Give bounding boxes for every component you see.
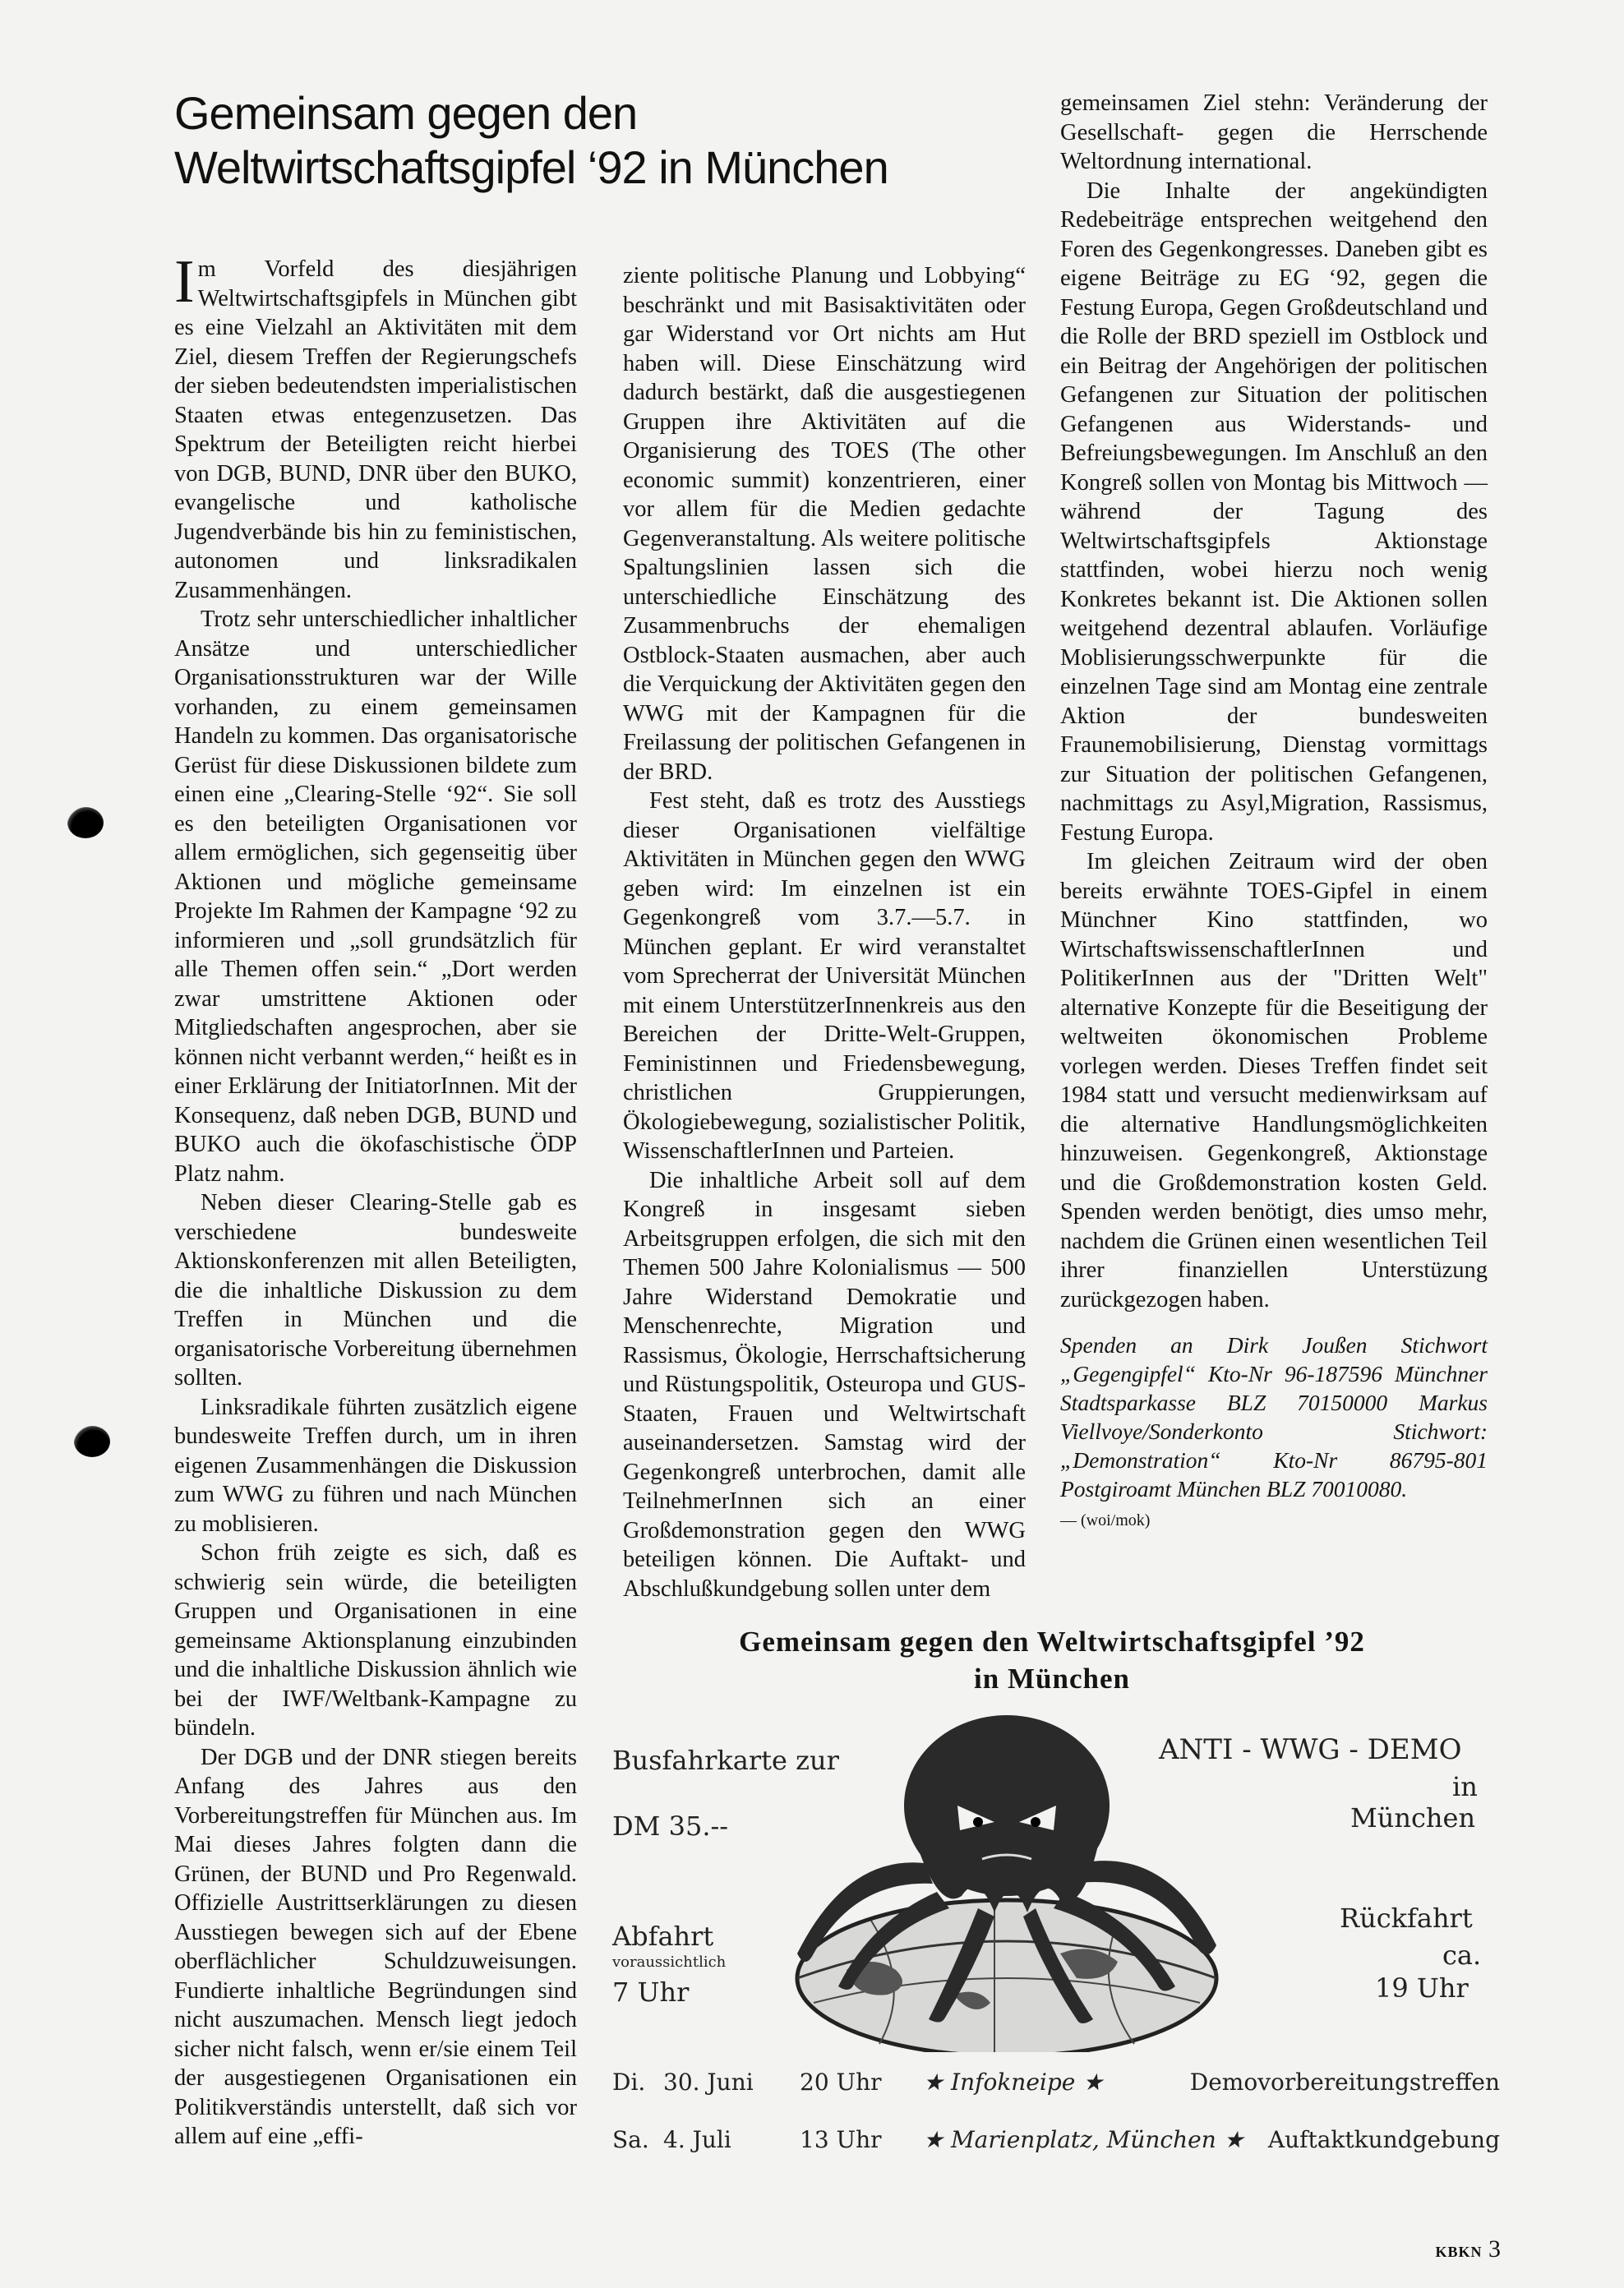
- paragraph: Der DGB und der DNR stiegen bereits Anfang des Jahres aus den Vorbereitungstreffen für München aus. Im Mai dieses Jahres folgten dann die Grünen, der BUND und Pro Regenwald. Offizielle Austrittserklärungen zu diesen Ausstiegen bewegen sich auf der Ebene oberflächlicher Schuldzuweisungen. Fundierte inhaltliche Begründungen sind nicht auszumachen. Mensch liegt jedoch sicher nicht falsch, wenn er/sie einem Teil der ausgestiegenen Organisationen ein Politikverständis unterstellt, daß sich vor allem auf eine „effi-: [174, 1744, 577, 2149]
- departure-time: 7 Uhr: [612, 1977, 690, 2008]
- event-place: ★ Infokneipe ★: [923, 2069, 1104, 2096]
- return-time: 19 Uhr: [1375, 1972, 1469, 2004]
- paragraph: ziente politische Planung und Lobbying“ beschränkt und mit Basisaktivitäten oder gar Widerstand vor Ort nichts am Hut haben will. Diese Einschätzung wird dadurch bestärkt, daß die ausgestiegenen Gruppen ihre Aktivitäten auf die Organisierung des TOES (The other economic summit) konzentrieren, einer vor allem für die Medien gedachte Gegenveranstaltung. Als weitere politische Spaltungslinien lassen sich die unterschiedliche Einschätzung des Zusammenbruchs der ehemaligen Ostblock-Staaten ausmachen, aber auch die Verquickung der Aktivitäten gegen den WWG mit der Kampagnen für die Freilassung der politischen Gefangenen in der BRD.: [623, 263, 1026, 785]
- page-footer: [1435, 2235, 1501, 2263]
- paragraph: gemeinsamen Ziel stehn: Veränderung der Gesellschaft- gegen die Herrschende Weltordnung international.: [1060, 90, 1488, 174]
- event-day: Di.: [612, 2069, 646, 2096]
- page-number: 3: [1488, 2235, 1501, 2263]
- donation-info: Spenden an Dirk Joußen Stichwort „Gegengipfel“ Kto-Nr 96-187596 Münchner Stadtsparkasse BLZ 70150000 Markus Viellvoye/Sonderkonto Stichwort: „Demonstration“ Kto-Nr 86795-801 Postgiroamt München BLZ 70010080.: [1060, 1332, 1488, 1502]
- paragraph: Schon früh zeigte es sich, daß es schwierig sein würde, die beteiligten Gruppen und Organisationen in eine gemeinsame Aktionsplanung einzubinden und die inhaltliche Diskussion ähnlich wie bei der IWF/Weltbank-Kampagne zu bündeln.: [174, 1540, 577, 1741]
- event-place: ★ Marienplatz, München ★: [923, 2126, 1244, 2153]
- paragraph: Die inhaltliche Arbeit soll auf dem Kongreß in insgesamt sieben Arbeitsgruppen erfolgen, die sich mit den Themen 500 Jahre Kolonialismus — 500 Jahre Widerstand Demokratie und Menschenrechte, Migration und Rassismus, Ökologie, Herrschaftsicherung und Rüstungspolitik, Osteuropa und GUS-Staaten, Frauen und Weltwirtschaft auseinandersetzen. Samstag wird der Gegenkongreß unterbrochen, damit alle TeilnehmerInnen sich an einer Großdemonstration gegen den WWG beteiligen können. Die Auftakt- und Abschlußkundgebung sollen unter dem: [623, 1167, 1026, 1602]
- ad-title-line-1: Gemeinsam gegen den Weltwirtschaftsgipfel ’92: [739, 1626, 1365, 1658]
- departure-note: voraussichtlich: [612, 1954, 727, 1971]
- punch-hole: [74, 1426, 110, 1457]
- return-label: Rückfahrt: [1340, 1903, 1473, 1934]
- article-headline: [174, 86, 1045, 195]
- ticket-price: DM 35.--: [612, 1811, 729, 1842]
- ad-title-line-2: in München: [974, 1663, 1130, 1695]
- headline-line-2: Weltwirtschaftsgipfel ‘92 in München: [174, 141, 888, 193]
- event-desc: Demovorbereitungstreffen: [1189, 2069, 1500, 2096]
- punch-hole: [67, 807, 104, 838]
- footer-source: KBKN: [1435, 2244, 1483, 2260]
- event-desc: Auftaktkundgebung: [1267, 2126, 1500, 2153]
- ad-title: [604, 1623, 1500, 1697]
- paragraph: Linksradikale führten zusätzlich eigene bundesweite Treffen durch, um in ihren eigenen Zusammenhängen die Diskussion zum WWG zu führen und nach München zu moblisieren.: [174, 1394, 577, 1537]
- paragraph: Im Vorfeld des diesjährigen Weltwirtschaftsgipfels in München gibt es eine Vielzahl an Aktivitäten mit dem Ziel, diesem Treffen der Regierungschefs der sieben bedeutendsten imperialistischen Staaten etwas entegenzusetzen. Das Spektrum der Beteiligten reicht hierbei von DGB, BUND, DNR über den BUKO, evangelische und katholische Jugendverbände bis hin zu feministischen, autonomen und linksradikalen Zusammenhängen.: [174, 248, 577, 603]
- paragraph: Neben dieser Clearing-Stelle gab es verschiedene bundesweite Aktionskonferenzen mit allen Beteiligten, die die inhaltliche Diskussion zu dem Treffen in München und die organisatorische Vorbereitung übernehmen sollten.: [174, 1190, 577, 1391]
- article-column-2: [623, 261, 1026, 1603]
- headline-line-1: Gemeinsam gegen den: [174, 87, 638, 139]
- demo-city: München: [1350, 1802, 1476, 1834]
- demo-label: ANTI - WWG - DEMO: [1159, 1733, 1462, 1766]
- event-date: 4. Juli: [663, 2126, 731, 2153]
- event-day: Sa.: [612, 2126, 649, 2153]
- paragraph: Im gleichen Zeitraum wird der oben bereits erwähnte TOES-Gipfel in einem Münchner Kino stattfinden, wo WirtschaftswissenschaftlerInnen und PolitikerInnen aus der "Dritten Welt" alternative Konzepte für die Beseitigung der weltweiten ökonomischen Probleme vorlegen werden. Dieses Treffen findet seit 1984 statt und versucht medienwirksam auf die alternative Handlungsmöglichkeiten hinzuweisen. Gegenkongreß, Aktionstage und die Großdemonstration kosten Geld. Spenden werden benötigt, dies umso mehr, nachdem die Grünen einen wesentlichen Teil ihrer finanziellen Unterstüzung zurückgezogen haben.: [1060, 849, 1488, 1312]
- return-ca: ca.: [1442, 1940, 1482, 1971]
- demo-in: in: [1452, 1771, 1478, 1802]
- bus-ticket-ad: [604, 1623, 1500, 2182]
- event-time: 13 Uhr: [800, 2126, 882, 2153]
- event-time: 20 Uhr: [800, 2069, 882, 2096]
- event-date: 30. Juni: [663, 2069, 754, 2096]
- article-column-1: [174, 248, 577, 2152]
- paragraph: Die Inhalte der angekündigten Redebeiträge entsprechen weitgehend den Foren des Gegenkongresses. Daneben gibt es eigene Beiträge zu EG ‘92, gegen die Festung Europa, Gegen Großdeutschland und die Rolle der BRD speziell im Ostblock und ein Beitrag der Angehörigen der politischen Gefangenen zur Situation der politischen Gefangenen aus Widerstands- und Befreiungsbewegungen. Im Anschluß an den Kongreß sollen von Montag bis Mittwoch — während der Tagung des Weltwirtschaftsgipfels Aktionstage stattfinden, wobei hierzu noch wenig Konkretes bekannt ist. Die Aktionen sollen weitgehend dezentral ablaufen. Vorläufige Moblisierungsschwerpunkte für die einzelnen Tage sind am Montag eine zentrale Aktion der bundesweiten Fraunemobilisierung, Dienstag vormittags zur Situation der politischen Gefangenen, nachmittags zu Asyl,Migration, Rassismus, Festung Europa.: [1060, 178, 1488, 846]
- article-column-3: [1060, 89, 1488, 1535]
- donation-credit: [1060, 1331, 1488, 1535]
- ticket-label: Busfahrkarte zur: [612, 1745, 839, 1776]
- paragraph: Fest steht, daß es trotz des Ausstiegs dieser Organisationen vielfältige Aktivitäten in München gegen den WWG geben wird: Im einzelnen ist ein Gegenkongreß vom 3.7.—5.7. in München geplant. Er wird veranstaltet vom Sprecherrat der Universität München mit einem UnterstützerInnenkreis aus den Bereichen der Dritte-Welt-Gruppen, Feministinnen und Friedensbewegung, christlichen Gruppierungen, Ökologiebewegung, sozialistischer Politik, WissenschaftlerInnen und Parteien.: [623, 788, 1026, 1164]
- paragraph: Trotz sehr unterschiedlicher inhaltlicher Ansätze und unterschiedlicher Organisationsstrukturen war der Wille vorhanden, zu einem gemeinsamen Handeln zu kommen. Das organisatorische Gerüst für diese Diskussionen bildete zum einen eine „Clearing-Stelle ‘92“. Sie soll es den beteiligten Organisationen vor allem ermöglichen, sich gegenseitig über Aktionen und mögliche gemeinsame Projekte Im Rahmen der Kampagne ‘92 zu informieren und „soll grundsätzlich für alle Themen offen sein.“ „Dort werden zwar umstrittene Aktionen oder Mitgliedschaften angesprochen, aber sie können nicht verbannt werden,“ heißt es in einer Erklärung der InitiatorInnen. Mit der Konsequenz, daß neben DGB, BUND und BUKO auch die ökofaschistische ÖDP Platz nahm.: [174, 607, 577, 1187]
- departure-label: Abfahrt: [612, 1921, 714, 1952]
- author-signature: — (woi/mok): [1060, 1511, 1151, 1529]
